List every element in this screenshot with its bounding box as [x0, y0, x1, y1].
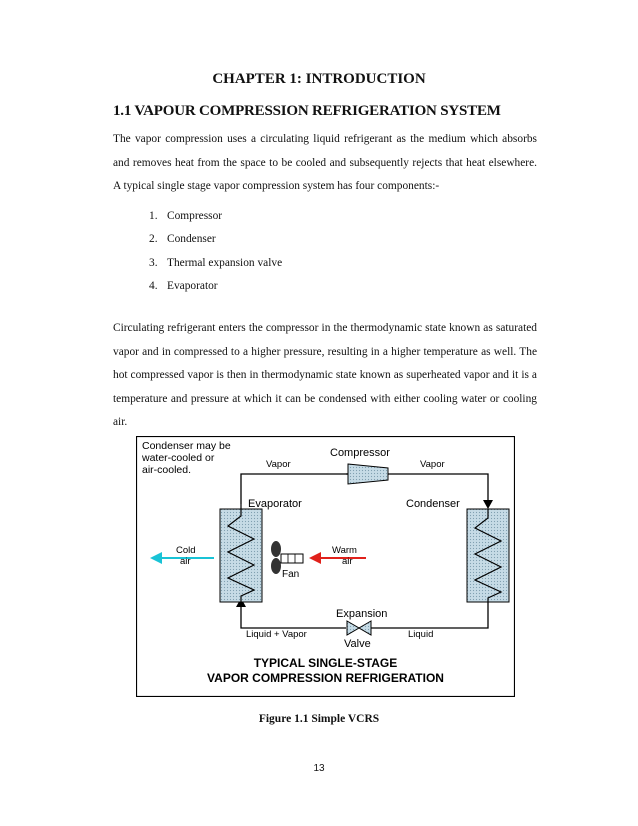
- expansion-valve-label: Expansion: [336, 608, 388, 620]
- expansion-valve-label: Valve: [344, 638, 371, 650]
- condenser-label: Condenser: [406, 498, 460, 510]
- condenser-coil: [467, 509, 509, 602]
- liquid-vapor-label: Liquid + Vapor: [246, 629, 307, 640]
- warm-air-label: air: [342, 556, 353, 567]
- evaporator-label: Evaporator: [248, 498, 302, 510]
- vcrs-diagram: [136, 436, 515, 697]
- process-paragraph: Circulating refrigerant enters the compressor in the thermodynamic state known as saturated vapor and in compressed to a higher pressure, resulting in a higher temperature as well. The hot compressed vapor is then in thermodynamic state known as superheated vapor and it is a temperature and pressure at which it can be condensed with either cooling water or cooling air.: [113, 322, 537, 428]
- chapter-title: CHAPTER 1: INTRODUCTION: [212, 71, 426, 87]
- diagram-title: VAPOR COMPRESSION REFRIGERATION: [207, 671, 444, 685]
- list-item: 1. Compressor: [149, 210, 223, 222]
- note-text: Condenser may be: [142, 440, 231, 452]
- fan-label: Fan: [282, 569, 300, 580]
- vapor-label: Vapor: [266, 459, 291, 470]
- compressor-icon: [348, 464, 388, 484]
- note-text: water-cooled or: [142, 452, 215, 464]
- liquid-label: Liquid: [408, 629, 434, 640]
- note-text: air-cooled.: [142, 464, 192, 476]
- list-item: 4. Evaporator: [149, 280, 218, 293]
- compressor-label: Compressor: [330, 447, 390, 459]
- cold-air-label: air: [180, 556, 191, 567]
- intro-paragraph: The vapor compression uses a circulating liquid refrigerant as the medium which absorbs and removes heat from the space to be cooled and subsequently rejects that heat elsewhere. A typical single stage vapor compression system has four components:-: [113, 133, 537, 192]
- list-item: 3. Thermal expansion valve: [149, 256, 283, 269]
- warm-air-label: Warm: [332, 545, 357, 556]
- diagram-title: TYPICAL SINGLE-STAGE: [253, 656, 398, 670]
- figure-caption: Figure 1.1 Simple VCRS: [258, 713, 380, 725]
- components-list: [113, 205, 282, 299]
- evaporator-coil: [220, 509, 262, 602]
- cold-air-label: Cold: [176, 545, 196, 556]
- fan-icon: [271, 541, 281, 557]
- vapor-label: Vapor: [420, 459, 445, 470]
- list-item: 2. Condenser: [149, 233, 216, 246]
- fan-motor-icon: [281, 554, 303, 563]
- fan-icon: [271, 558, 281, 574]
- page-number: 13: [313, 763, 325, 774]
- section-title: 1.1 VAPOUR COMPRESSION REFRIGERATION SYSTEM: [113, 103, 501, 119]
